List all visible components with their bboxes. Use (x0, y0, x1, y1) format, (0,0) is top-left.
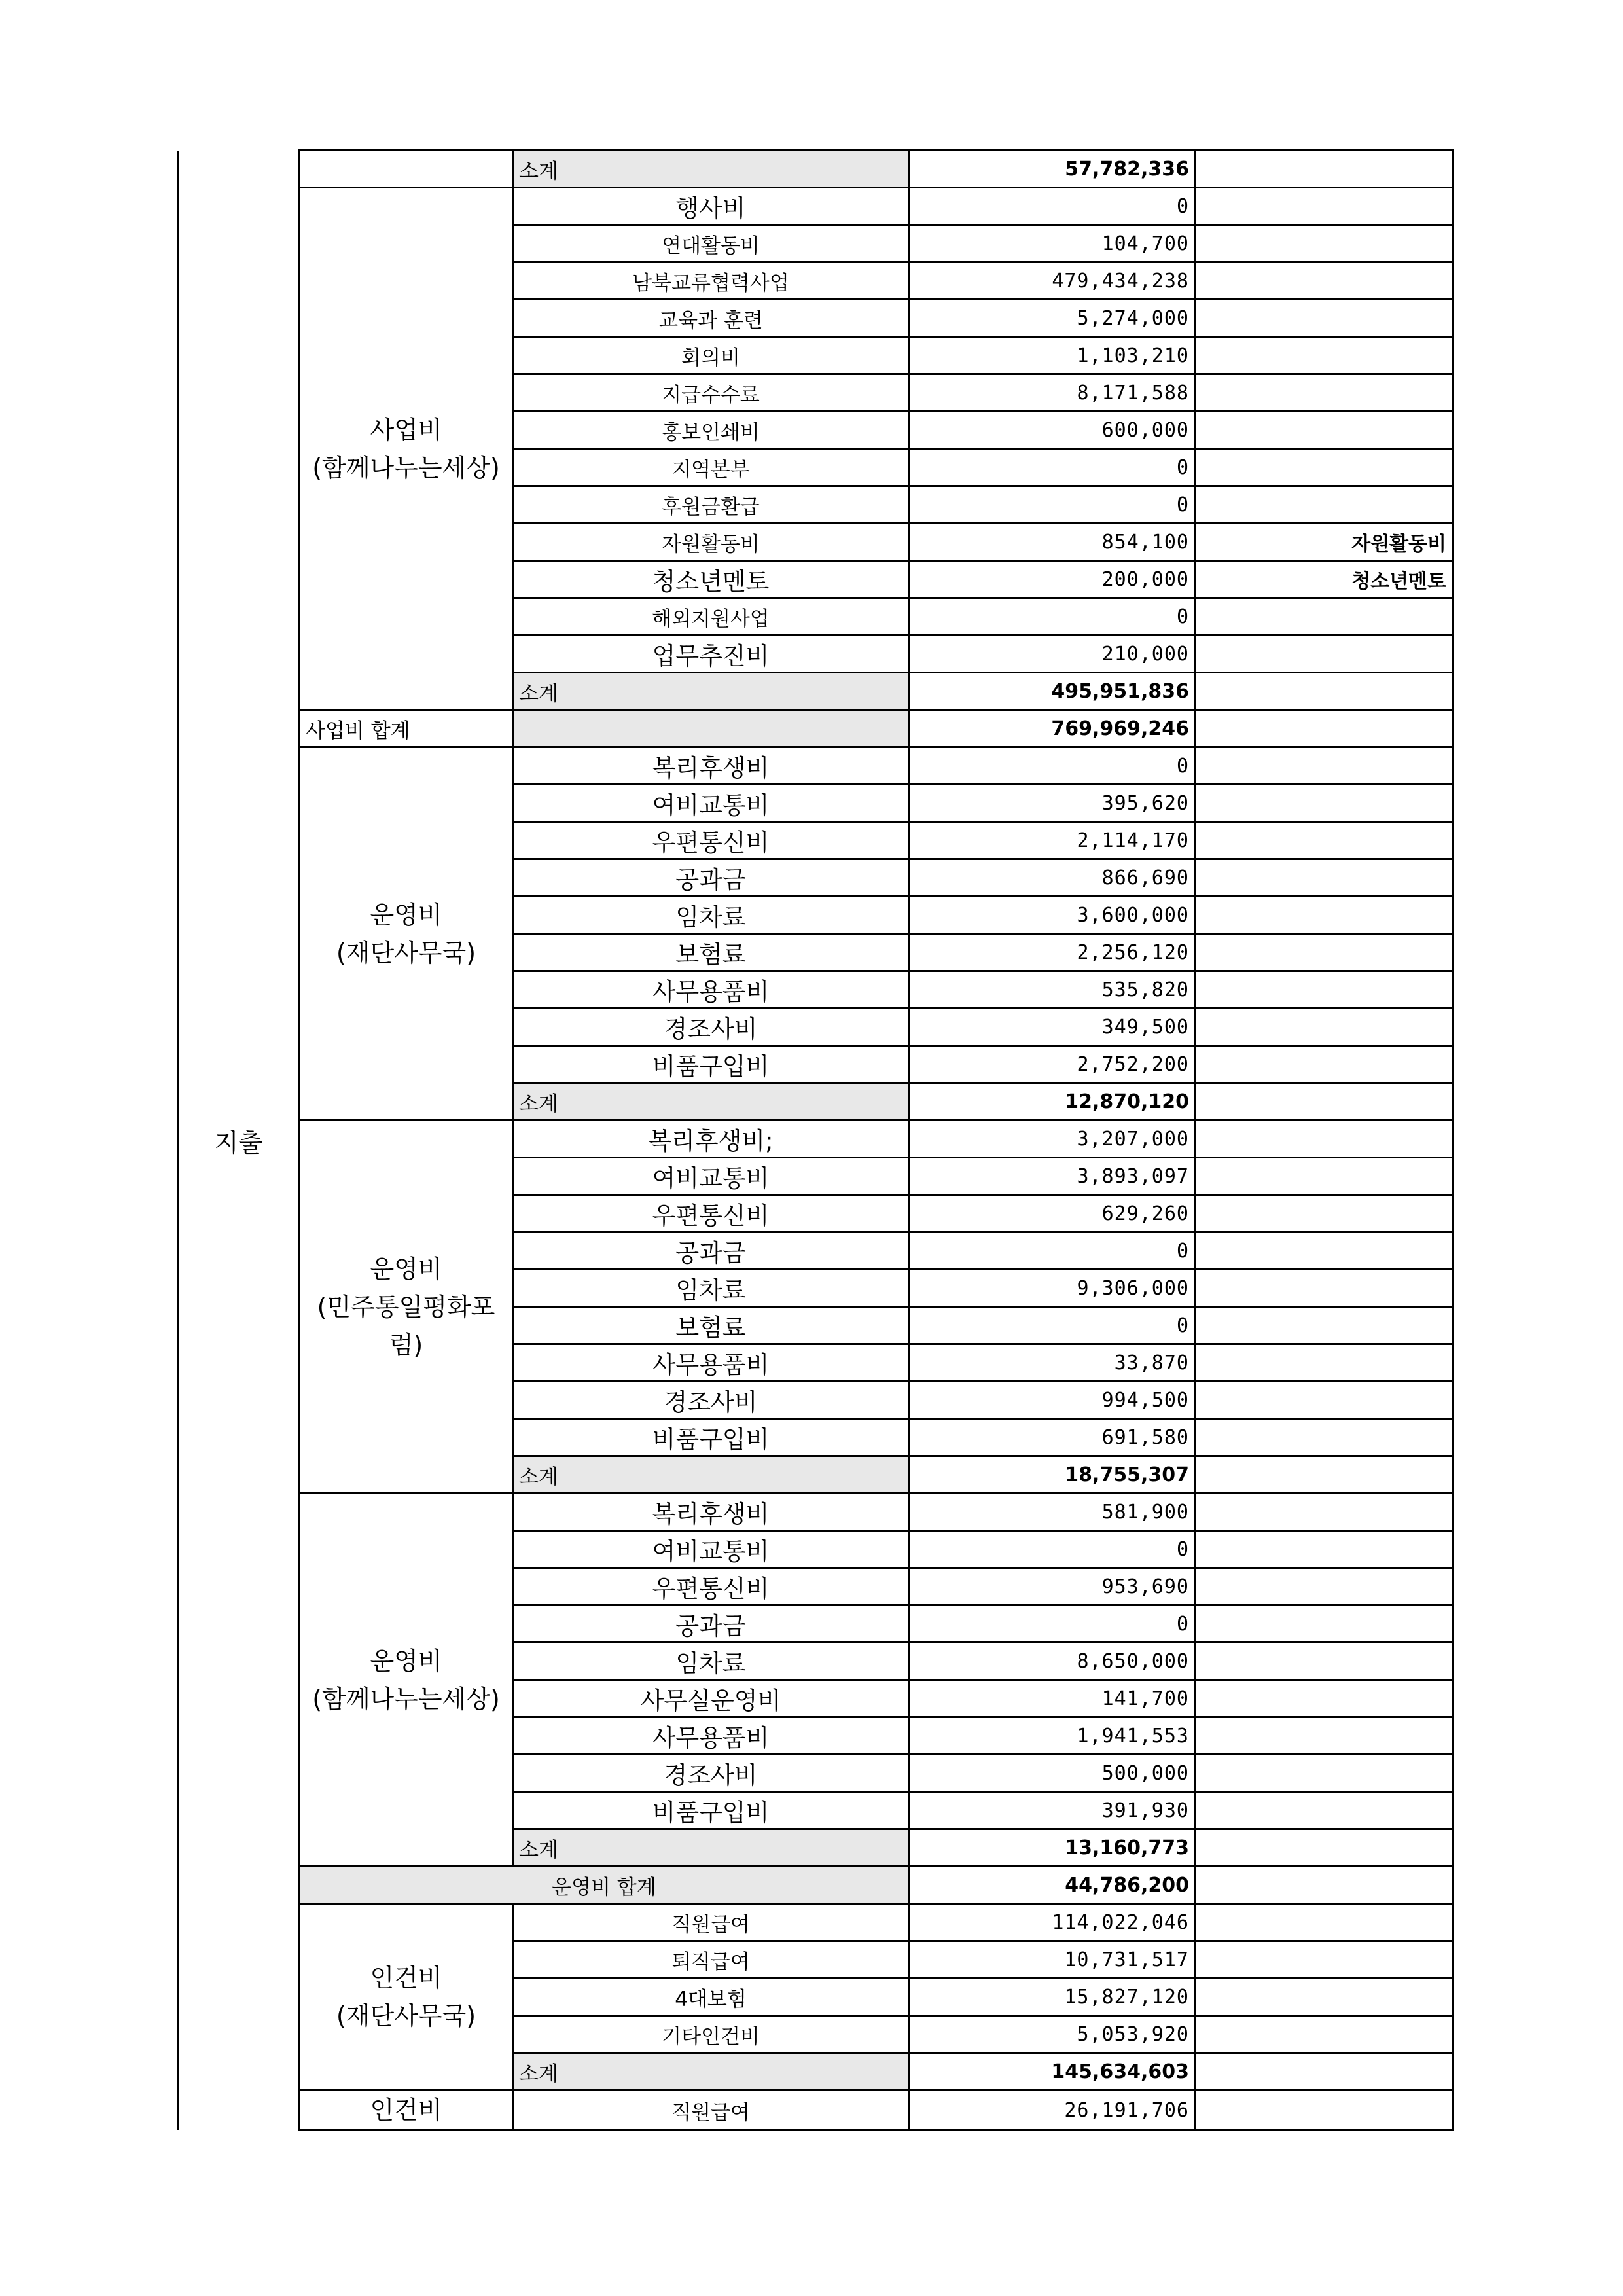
subtotal-row (178, 151, 1453, 188)
item-amount: 104,700 (909, 225, 1196, 262)
item-name: 경조사비 (513, 1755, 909, 1792)
item-note (1196, 1568, 1453, 1605)
category-label (300, 151, 513, 188)
item-note (1196, 747, 1453, 785)
subtotal-label: 소계 (513, 151, 909, 188)
item-note (1196, 188, 1453, 225)
business-total-spacer (513, 710, 909, 747)
item-amount: 3,893,097 (909, 1158, 1196, 1195)
item-note (1196, 1195, 1453, 1232)
ops-total-note (1196, 1867, 1453, 1904)
item-note (1196, 1531, 1453, 1568)
item-name: 자원활동비 (513, 524, 909, 561)
subtotal-label: 소계 (513, 2053, 909, 2090)
item-note (1196, 1344, 1453, 1382)
item-note (1196, 1941, 1453, 1979)
item-name: 우편통신비 (513, 822, 909, 859)
subtotal-amount: 495,951,836 (909, 673, 1196, 710)
subtotal-note (1196, 2053, 1453, 2090)
item-note (1196, 1121, 1453, 1158)
item-note (1196, 374, 1453, 412)
item-name: 보험료 (513, 1307, 909, 1344)
item-note (1196, 785, 1453, 822)
subtotal-amount: 13,160,773 (909, 1829, 1196, 1867)
subtotal-note (1196, 673, 1453, 710)
subtotal-note (1196, 151, 1453, 188)
item-name: 경조사비 (513, 1382, 909, 1419)
item-note (1196, 1680, 1453, 1717)
item-name: 남북교류협력사업 (513, 262, 909, 300)
item-note (1196, 412, 1453, 449)
item-note (1196, 1382, 1453, 1419)
item-name: 공과금 (513, 1605, 909, 1643)
business-total-row (178, 710, 1453, 747)
item-amount: 114,022,046 (909, 1904, 1196, 1941)
item-note (1196, 636, 1453, 673)
item-note (1196, 1643, 1453, 1680)
item-note: 자원활동비 (1196, 524, 1453, 561)
item-name: 공과금 (513, 859, 909, 897)
item-name: 홍보인쇄비 (513, 412, 909, 449)
item-name: 비품구입비 (513, 1792, 909, 1829)
item-name: 사무용품비 (513, 1717, 909, 1755)
table-row (178, 747, 1453, 785)
item-name: 사무용품비 (513, 1344, 909, 1382)
item-amount: 0 (909, 598, 1196, 636)
item-name: 교육과 훈련 (513, 300, 909, 337)
item-name: 퇴직급여 (513, 1941, 909, 1979)
subtotal-label: 소계 (513, 1083, 909, 1121)
item-name: 비품구입비 (513, 1419, 909, 1456)
item-amount: 15,827,120 (909, 1979, 1196, 2016)
item-amount: 691,580 (909, 1419, 1196, 1456)
item-note (1196, 598, 1453, 636)
item-amount: 33,870 (909, 1344, 1196, 1382)
subtotal-amount: 145,634,603 (909, 2053, 1196, 2090)
item-note (1196, 300, 1453, 337)
category-label: 사업비 (함께나누는세상) (300, 188, 513, 710)
item-note (1196, 1232, 1453, 1270)
item-amount: 0 (909, 1307, 1196, 1344)
business-total-amount: 769,969,246 (909, 710, 1196, 747)
category-label: 운영비 (재단사무국) (300, 747, 513, 1121)
subtotal-amount: 18,755,307 (909, 1456, 1196, 1494)
item-note (1196, 859, 1453, 897)
item-name: 공과금 (513, 1232, 909, 1270)
item-note (1196, 1419, 1453, 1456)
item-name: 회의비 (513, 337, 909, 374)
business-total-note (1196, 710, 1453, 747)
item-note (1196, 1605, 1453, 1643)
subtotal-note (1196, 1829, 1453, 1867)
item-amount: 349,500 (909, 1009, 1196, 1046)
item-amount: 0 (909, 1605, 1196, 1643)
item-note (1196, 1270, 1453, 1307)
item-amount: 866,690 (909, 859, 1196, 897)
item-note (1196, 486, 1453, 524)
item-note (1196, 1717, 1453, 1755)
table-row (178, 1904, 1453, 1941)
item-amount: 9,306,000 (909, 1270, 1196, 1307)
item-amount: 500,000 (909, 1755, 1196, 1792)
item-amount: 200,000 (909, 561, 1196, 598)
business-total-label: 사업비 합계 (300, 710, 513, 747)
item-note (1196, 1307, 1453, 1344)
item-amount: 141,700 (909, 1680, 1196, 1717)
category-label: 운영비 (민주통일평화포 럼) (300, 1121, 513, 1494)
item-name: 사무실운영비 (513, 1680, 909, 1717)
item-name: 복리후생비 (513, 1494, 909, 1531)
item-note (1196, 1979, 1453, 2016)
item-amount: 0 (909, 1232, 1196, 1270)
ops-total-label: 운영비 합계 (300, 1867, 909, 1904)
item-amount: 0 (909, 1531, 1196, 1568)
item-amount: 26,191,706 (909, 2090, 1196, 2130)
item-note (1196, 822, 1453, 859)
item-note (1196, 262, 1453, 300)
ops-total-amount: 44,786,200 (909, 1867, 1196, 1904)
item-name: 여비교통비 (513, 785, 909, 822)
item-amount: 5,053,920 (909, 2016, 1196, 2053)
item-note (1196, 225, 1453, 262)
item-name: 여비교통비 (513, 1158, 909, 1195)
subtotal-note (1196, 1456, 1453, 1494)
item-note (1196, 2016, 1453, 2053)
item-amount: 953,690 (909, 1568, 1196, 1605)
subtotal-label: 소계 (513, 1456, 909, 1494)
item-amount: 994,500 (909, 1382, 1196, 1419)
item-note (1196, 1046, 1453, 1083)
category-label: 인건비 (300, 2090, 513, 2130)
item-note (1196, 337, 1453, 374)
item-name: 업무추진비 (513, 636, 909, 673)
item-name: 임차료 (513, 1270, 909, 1307)
item-note (1196, 971, 1453, 1009)
subtotal-label: 소계 (513, 1829, 909, 1867)
item-name: 임차료 (513, 1643, 909, 1680)
item-name: 경조사비 (513, 1009, 909, 1046)
item-amount: 3,600,000 (909, 897, 1196, 934)
item-name: 행사비 (513, 188, 909, 225)
table-row (178, 1121, 1453, 1158)
item-name: 후원금환급 (513, 486, 909, 524)
expense-ledger-table (177, 149, 1454, 2131)
item-name: 4대보험 (513, 1979, 909, 2016)
item-name: 복리후생비 (513, 747, 909, 785)
item-amount: 0 (909, 188, 1196, 225)
item-name: 해외지원사업 (513, 598, 909, 636)
item-amount: 629,260 (909, 1195, 1196, 1232)
item-amount: 1,103,210 (909, 337, 1196, 374)
table-row (178, 2090, 1453, 2130)
item-name: 여비교통비 (513, 1531, 909, 1568)
item-note (1196, 1009, 1453, 1046)
item-amount: 854,100 (909, 524, 1196, 561)
item-amount: 535,820 (909, 971, 1196, 1009)
item-amount: 8,171,588 (909, 374, 1196, 412)
item-name: 직원급여 (513, 2090, 909, 2130)
item-name: 지역본부 (513, 449, 909, 486)
item-amount: 479,434,238 (909, 262, 1196, 300)
item-note (1196, 1904, 1453, 1941)
item-amount: 2,752,200 (909, 1046, 1196, 1083)
item-name: 사무용품비 (513, 971, 909, 1009)
item-note (1196, 1158, 1453, 1195)
item-note (1196, 1755, 1453, 1792)
item-name: 우편통신비 (513, 1195, 909, 1232)
item-amount: 2,256,120 (909, 934, 1196, 971)
ops-total-row (178, 1867, 1453, 1904)
item-note (1196, 897, 1453, 934)
item-amount: 2,114,170 (909, 822, 1196, 859)
item-note (1196, 2090, 1453, 2130)
item-name: 직원급여 (513, 1904, 909, 1941)
item-note (1196, 449, 1453, 486)
item-note: 청소년멘토 (1196, 561, 1453, 598)
item-amount: 600,000 (909, 412, 1196, 449)
item-amount: 0 (909, 449, 1196, 486)
item-name: 청소년멘토 (513, 561, 909, 598)
item-amount: 10,731,517 (909, 1941, 1196, 1979)
subtotal-label: 소계 (513, 673, 909, 710)
table-row (178, 188, 1453, 225)
category-label: 인건비 (재단사무국) (300, 1904, 513, 2090)
item-amount: 0 (909, 747, 1196, 785)
item-amount: 3,207,000 (909, 1121, 1196, 1158)
item-amount: 581,900 (909, 1494, 1196, 1531)
item-note (1196, 934, 1453, 971)
item-name: 복리후생비; (513, 1121, 909, 1158)
item-amount: 8,650,000 (909, 1643, 1196, 1680)
table-row (178, 1494, 1453, 1531)
item-amount: 395,620 (909, 785, 1196, 822)
item-amount: 5,274,000 (909, 300, 1196, 337)
section-label-expense: 지출 (178, 151, 300, 2130)
item-name: 연대활동비 (513, 225, 909, 262)
item-name: 지급수수료 (513, 374, 909, 412)
item-amount: 1,941,553 (909, 1717, 1196, 1755)
item-note (1196, 1494, 1453, 1531)
item-name: 임차료 (513, 897, 909, 934)
subtotal-amount: 57,782,336 (909, 151, 1196, 188)
item-name: 비품구입비 (513, 1046, 909, 1083)
category-label: 운영비 (함께나누는세상) (300, 1494, 513, 1867)
item-amount: 0 (909, 486, 1196, 524)
item-amount: 210,000 (909, 636, 1196, 673)
item-name: 우편통신비 (513, 1568, 909, 1605)
subtotal-note (1196, 1083, 1453, 1121)
item-name: 보험료 (513, 934, 909, 971)
item-amount: 391,930 (909, 1792, 1196, 1829)
item-note (1196, 1792, 1453, 1829)
item-name: 기타인건비 (513, 2016, 909, 2053)
subtotal-amount: 12,870,120 (909, 1083, 1196, 1121)
